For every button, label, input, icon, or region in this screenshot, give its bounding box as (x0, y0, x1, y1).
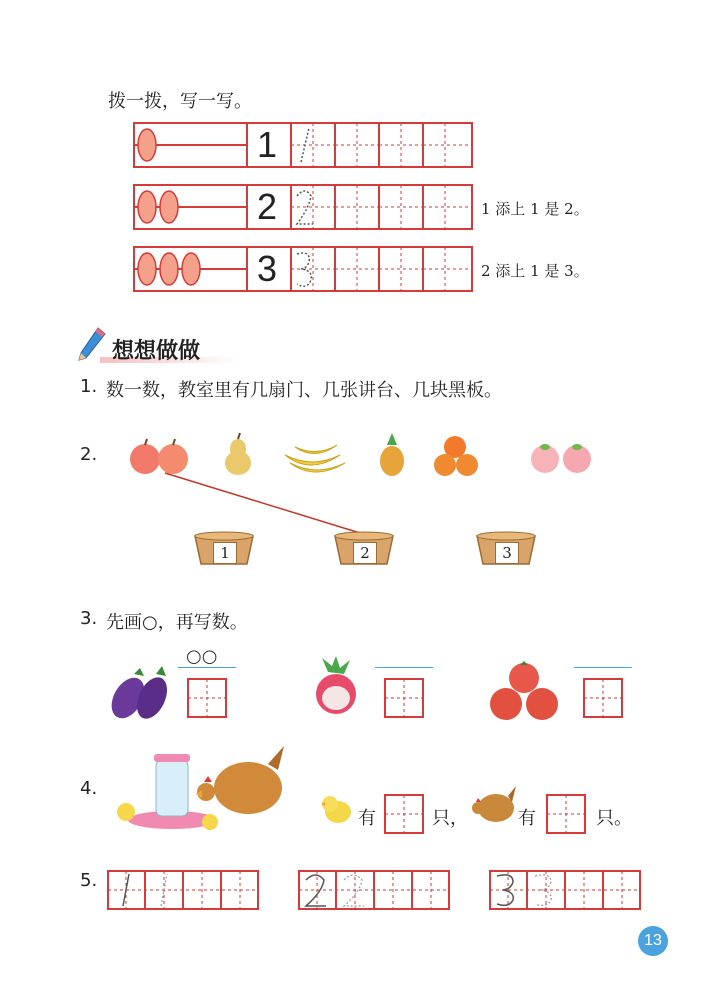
note-3: 2 添上 1 是 3。 (481, 262, 589, 280)
chick-icon (318, 792, 354, 826)
writing-grid-1[interactable] (107, 870, 259, 910)
row-2 (133, 184, 473, 230)
basket-1-label: 1 (213, 542, 237, 564)
banana-icon (285, 445, 345, 472)
radish-icon (308, 654, 368, 720)
tomato-icon (488, 660, 560, 722)
match-line (165, 473, 360, 533)
write-box-chicks[interactable] (384, 794, 424, 834)
write-box-3[interactable] (583, 678, 623, 718)
pineapple-icon (380, 433, 404, 476)
example-circles: ○○ (186, 646, 218, 667)
digit-3: 3 (257, 248, 278, 289)
item-1-number: 1. (80, 376, 98, 397)
basket-3[interactable] (475, 530, 537, 566)
draw-line-3[interactable] (574, 667, 632, 668)
write-box-hens[interactable] (546, 794, 586, 834)
draw-line-1[interactable] (178, 667, 236, 668)
page-number-badge: 13 (638, 926, 668, 956)
abacus-1 (133, 122, 473, 168)
digit-2: 2 (257, 186, 278, 227)
item-4-you-2: 有 (518, 808, 536, 829)
item-4-zhi-1: 只， (432, 808, 468, 829)
basket-2-label: 2 (353, 542, 377, 564)
item-3-text: 先画○，再写数。 (106, 612, 248, 633)
orange-icon (434, 436, 478, 476)
abacus-2 (133, 184, 473, 230)
apple-icon (130, 439, 188, 474)
writing-grid-3[interactable] (489, 870, 641, 910)
digit-1: 1 (257, 124, 278, 165)
item-5-number: 5. (80, 870, 98, 891)
basket-2[interactable] (333, 530, 395, 566)
pear-icon (225, 433, 251, 475)
item-1-text: 数一数，教室里有几扇门、几张讲台、几块黑板。 (106, 380, 502, 401)
item-2-number: 2. (80, 444, 98, 465)
peach-icon (531, 444, 591, 473)
hen-icon (196, 746, 284, 814)
row-1 (133, 122, 473, 168)
section-title: 想想做做 (112, 339, 201, 364)
write-box-1[interactable] (187, 678, 227, 718)
writing-grid-2[interactable] (298, 870, 450, 910)
item-4-you-1: 有 (358, 808, 376, 829)
item-3-number: 3. (80, 608, 98, 629)
note-2: 1 添上 1 是 2。 (481, 200, 589, 218)
eggplant-icon (106, 660, 172, 722)
basket-3-label: 3 (495, 542, 519, 564)
item-4-zhi-end: 只。 (596, 808, 632, 829)
feeder-scene (108, 740, 288, 834)
abacus-3 (133, 246, 473, 292)
row-3 (133, 246, 473, 292)
hen-icon (466, 782, 518, 830)
basket-1[interactable] (193, 530, 255, 566)
draw-line-2[interactable] (375, 667, 433, 668)
instruction-title: 拨一拨，写一写。 (108, 91, 252, 112)
item-4-number: 4. (80, 778, 98, 799)
write-box-2[interactable] (384, 678, 424, 718)
